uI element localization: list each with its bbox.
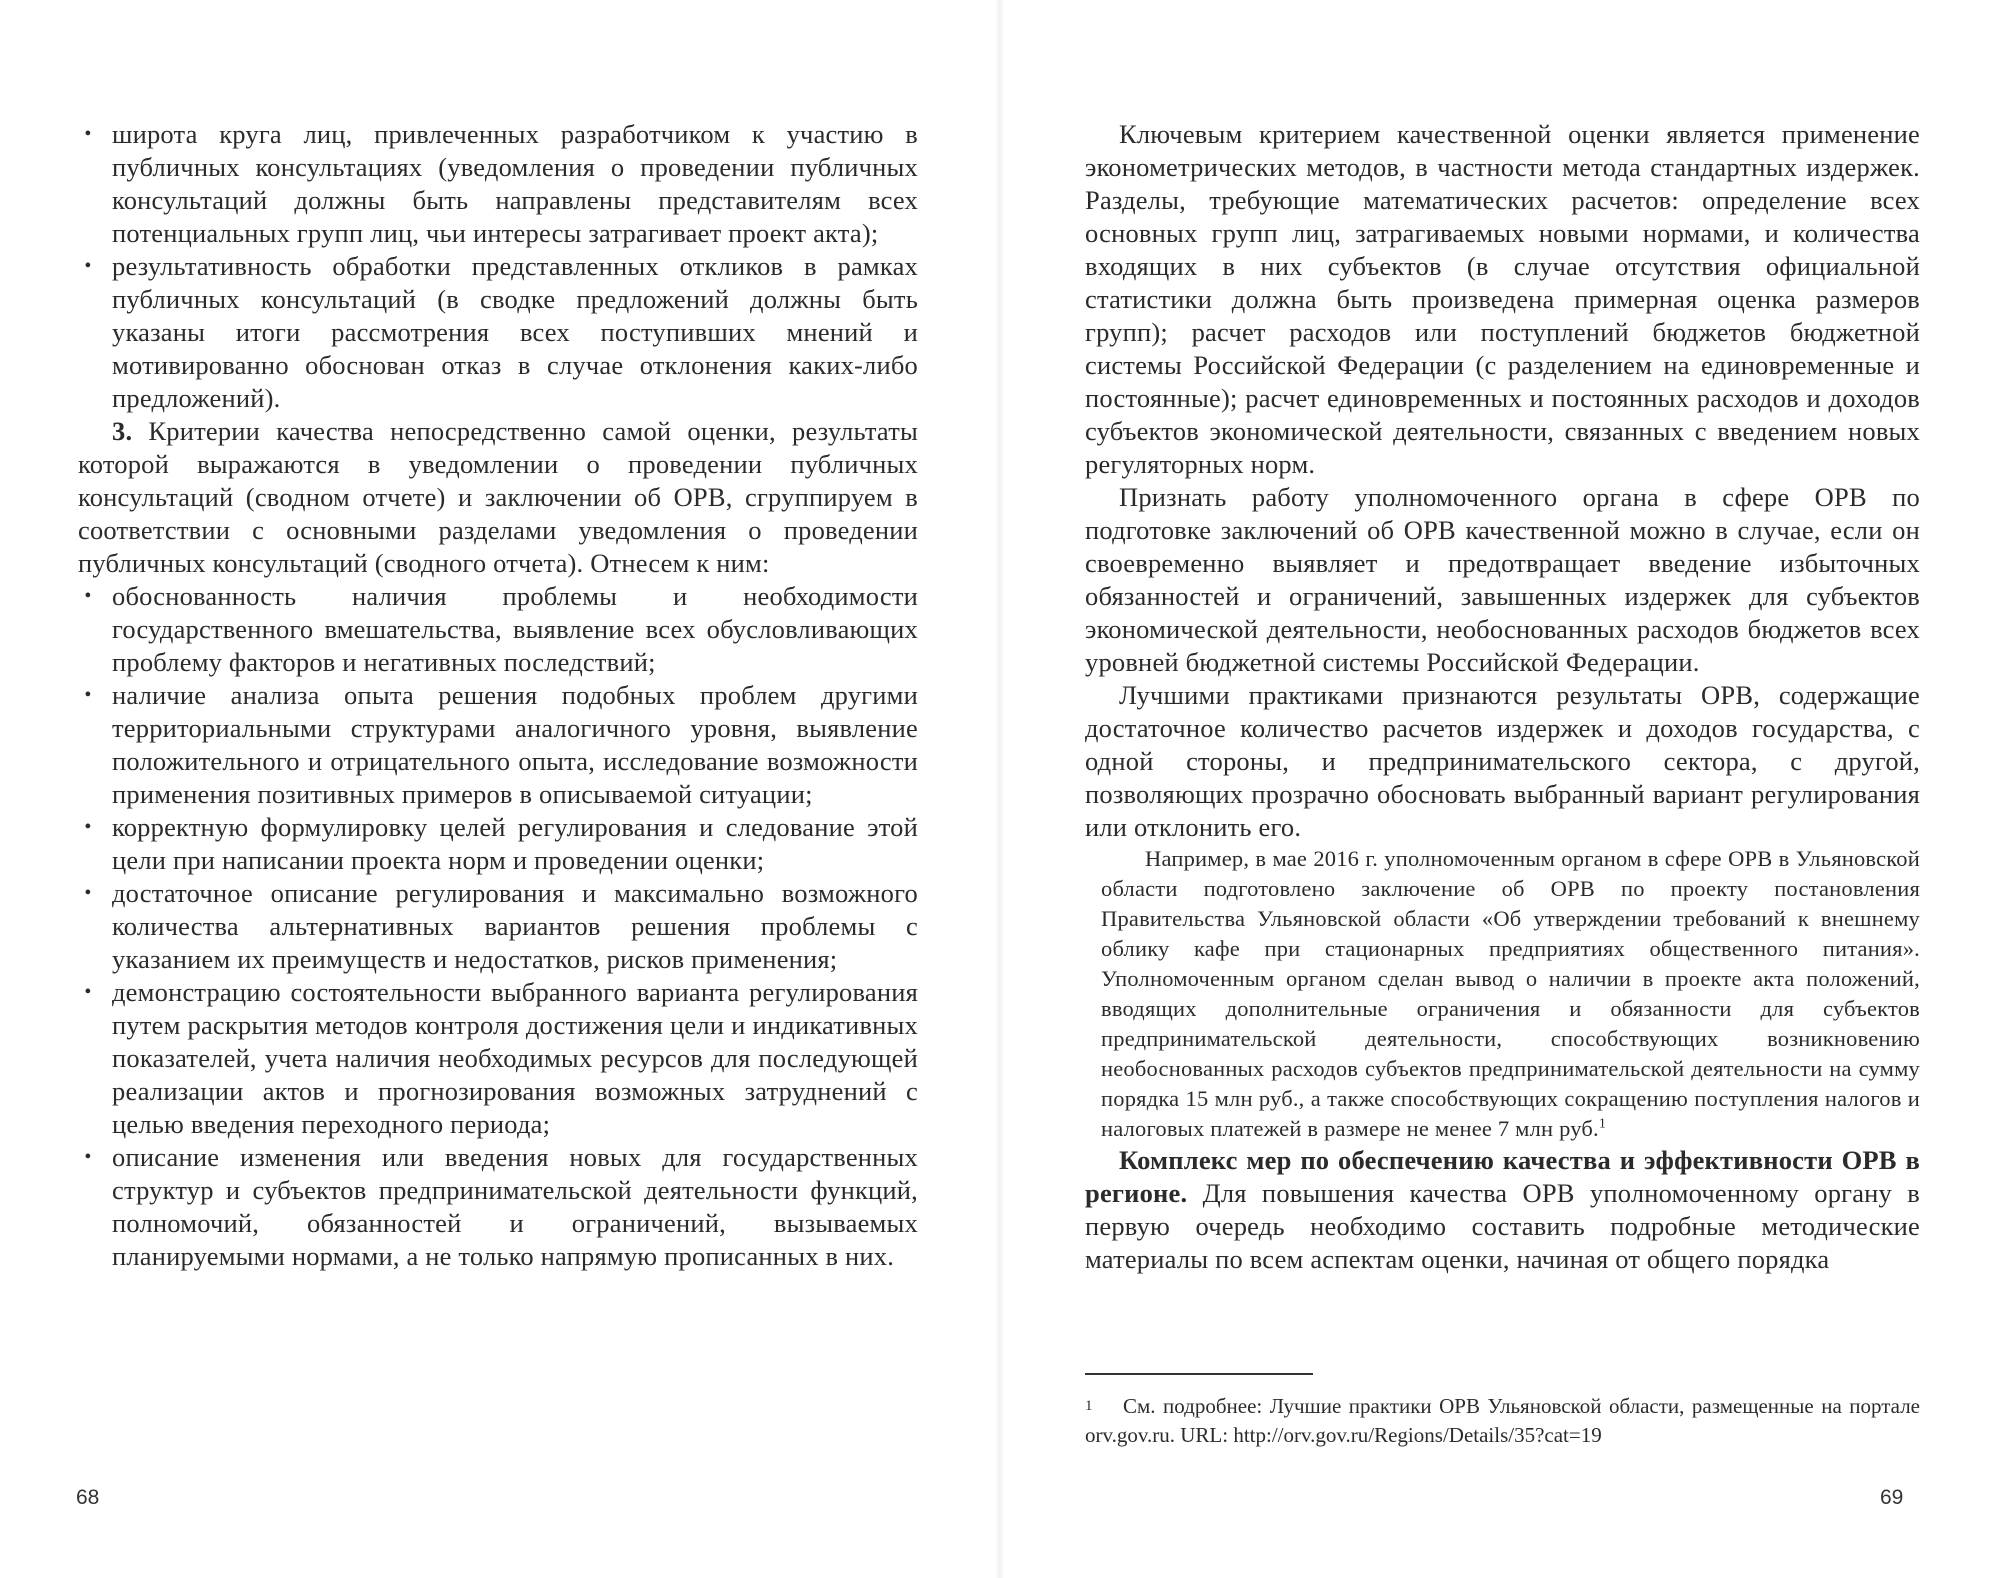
footnote-text: См. подробнее: Лучшие практики ОРВ Ульяновской области, размещенные на портале orv.gov.ru. URL: http://orv.gov.ru/Regions/Details/35?cat=19 [1085,1394,1920,1447]
bullet-icon: • [84,1146,92,1168]
footnote-number: 1 [1085,1398,1093,1414]
bullet-item [78,580,918,679]
bullet-text: обоснованность наличия проблемы и необходимости государственного вмешательства, выявление всех обусловливающих проблему факторов и негативных последствий; [112,581,918,677]
paragraph-3-number: 3. [112,416,133,446]
bullet-item [78,1141,918,1273]
paragraph: Признать работу уполномоченного органа в сфере ОРВ по подготовке заключений об ОРВ качественной можно в случае, если он своевременно выявляет и предотвращает введение избыточных обязанностей и ограничений, завышенных издержек для субъектов экономической деятельности, необоснованных расходов бюджетов всех уровней бюджетной системы Российской Федерации. [1085,482,1920,677]
bullet-text: описание изменения или введения новых для государственных структур и субъектов предпринимательской деятельности функций, полномочий, обязанностей и ограничений, вызываемых планируемыми нормами, а не только напрямую прописанных в них. [112,1142,918,1271]
section-heading: Комплекс мер по обеспечению качества и эффективности ОРВ в регионе. [1085,1145,1920,1208]
paragraph: Лучшими практиками признаются результаты ОРВ, содержащие достаточное количество расчетов издержек и доходов государства, с одной стороны, и предпринимательского сектора, с другой, позволяющих прозрачно обосновать выбранный вариант регулирования или отклонить его. [1085,680,1920,842]
bullet-icon: • [84,123,92,145]
bullet-icon: • [84,255,92,277]
footnote [1085,1392,1920,1450]
bullet-text: наличие анализа опыта решения подобных проблем другими территориальными структурами аналогичного уровня, выявление положительного и отрицательного опыта, исследование возможности применения позитивных примеров в описываемой ситуации; [112,680,918,809]
bullet-item [78,679,918,811]
section-paragraph [1085,1144,1920,1276]
bullet-item [78,250,918,415]
footnote-reference: 1 [1598,1116,1607,1132]
paragraph: Ключевым критерием качественной оценки является применение эконометрических методов, в частности метода стандартных издержек. Разделы, требующие математических расчетов: определение всех основных групп лиц, затрагиваемых новыми нормами, и количества входящих в них субъектов (в случае отсутствия официальной статистики должна быть произведена примерная оценка размеров групп); расчет расходов или поступлений бюджетов бюджетной системы Российской Федерации (с разделением на единовременные и постоянные); расчет единовременных и постоянных расходов и доходов субъектов экономической деятельности, связанных с введением новых регуляторных норм. [1085,119,1920,479]
bullet-icon: • [84,981,92,1003]
left-text-column [78,118,918,1273]
bullet-item [78,877,918,976]
bullet-icon: • [84,684,92,706]
bullet-text: демонстрацию состоятельности выбранного варианта регулирования путем раскрытия методов контроля достижения цели и индикативных показателей, учета наличия необходимых ресурсов для последующей реализации актов и прогнозирования возможных затруднений с целью введения переходного периода; [112,977,918,1139]
example-block [1085,844,1920,1144]
paragraph-3-text: Критерии качества непосредственно самой оценки, результаты которой выражаются в уведомлении о проведении публичных консультаций (сводном отчете) и заключении об ОРВ, сгруппируем в соответствии с основными разделами уведомления о проведении публичных консультаций (сводного отчета). Отнесем к ним: [78,416,918,578]
page-number-right: 69 [1880,1486,1904,1509]
paragraph-3 [78,415,918,580]
bullet-item [78,118,918,250]
bullet-text: достаточное описание регулирования и максимально возможного количества альтернативных вариантов решения проблемы с указанием их преимуществ и недостатков, рисков применения; [112,878,918,974]
bullet-icon: • [84,585,92,607]
bullet-icon: • [84,816,92,838]
page-number-left: 68 [76,1486,100,1509]
bullet-icon: • [84,882,92,904]
bullet-text: корректную формулировку целей регулирования и следование этой цели при написании проекта норм и проведении оценки; [112,812,918,875]
section-text: Для повышения качества ОРВ уполномоченному органу в первую очередь необходимо составить подробные методические материалы по всем аспектам оценки, начиная от общего порядка [1085,1178,1920,1274]
bullet-text: результативность обработки представленных откликов в рамках публичных консультаций (в сводке предложений должны быть указаны итоги рассмотрения всех поступивших мнений и мотивированно обоснован отказ в случае отклонения каких-либо предложений). [112,251,918,413]
example-text: Например, в мае 2016 г. уполномоченным органом в сфере ОРВ в Ульяновской области подготовлено заключение об ОРВ по проекту постановления Правительства Ульяновской области «Об утверждении требований к внешнему облику кафе при стационарных предприятиях общественного питания». Уполномоченным органом сделан вывод о наличии в проекте акта положений, вводящих дополнительные ограничения и обязанности для субъектов предпринимательской деятельности, способствующих возникновению необоснованных расходов субъектов предпринимательской деятельности на сумму порядка 15 млн руб., а также способствующих сокращению поступления налогов и налоговых платежей в размере не менее 7 млн руб. [1101,846,1920,1141]
bullet-item [78,976,918,1141]
right-page [1000,0,2000,1578]
right-text-column [1085,118,1920,1276]
bullet-text: широта круга лиц, привлеченных разработчиком к участию в публичных консультациях (уведомления о проведении публичных консультаций должны быть направлены представителям всех потенциальных групп лиц, чьи интересы затрагивает проект акта); [112,119,918,248]
footnote-divider [1085,1373,1313,1375]
bullet-item [78,811,918,877]
